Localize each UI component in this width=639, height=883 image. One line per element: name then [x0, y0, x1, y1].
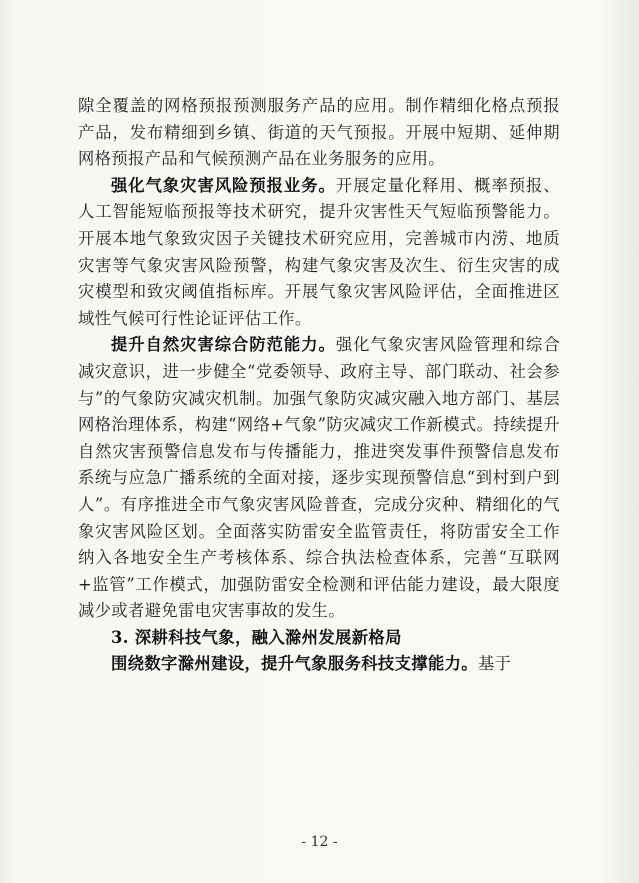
- paragraph-grid-forecast: [78, 93, 560, 173]
- paragraph-lead: 提升自然灾害综合防范能力。: [111, 335, 336, 355]
- paragraph-disaster-prevention: [78, 332, 560, 625]
- paragraph-text: 强化气象灾害风险管理和综合减灾意识，进一步健全“党委领导、政府主导、部门联动、社会参与”的气象防灾减灾机制。加强气象防灾减灾融入地方部门、基层网格治理体系，构建“网络+气象”防灾减灾工作新模式。持续提升自然灾害预警信息发布与传播能力，推进突发事件预警信息发布系统与应急广播系统的全面对接，逐步实现预警信息“到村到户到人”。有序推进全市气象灾害风险普查，完成分灾种、精细化的气象灾害风险区划。全面落实防雷安全监管责任，将防雷安全工作纳入各地安全生产考核体系、综合执法检查体系，完善“互联网+监管”工作模式，加强防雷安全检测和评估能力建设，最大限度减少或者避免雷电灾害事故的发生。: [78, 335, 561, 621]
- paragraph-text: 开展定量化释用、概率预报、人工智能短临预报等技术研究，提升灾害性天气短临预警能力。开展本地气象致灾因子关键技术研究应用，完善城市内涝、地质灾害等气象灾害风险预警，构建气象灾害及次生、衍生灾害的成灾模型和致灾阈值指标库。开展气象灾害风险评估，全面推进区域性气候可行性论证评估工作。: [78, 175, 561, 328]
- paragraph-text: 隙全覆盖的网格预报预测服务产品的应用。制作精细化格点预报产品，发布精细到乡镇、街道的天气预报。开展中短期、延伸期网格预报产品和气候预测产品在业务服务的应用。: [78, 96, 560, 169]
- paragraph-lead: 围绕数字滁州建设，提升气象服务科技支撑能力。: [111, 654, 478, 674]
- paragraph-risk-forecast: [78, 173, 560, 333]
- paragraph-digital-chuzhou: [78, 651, 560, 678]
- section-heading: 3. 深耕科技气象，融入滁州发展新格局: [111, 627, 402, 647]
- paragraph-text: 基于: [478, 654, 512, 674]
- document-body: [78, 93, 560, 678]
- page-number: - 12 -: [301, 834, 338, 850]
- paragraph-lead: 强化气象灾害风险预报业务。: [111, 175, 336, 195]
